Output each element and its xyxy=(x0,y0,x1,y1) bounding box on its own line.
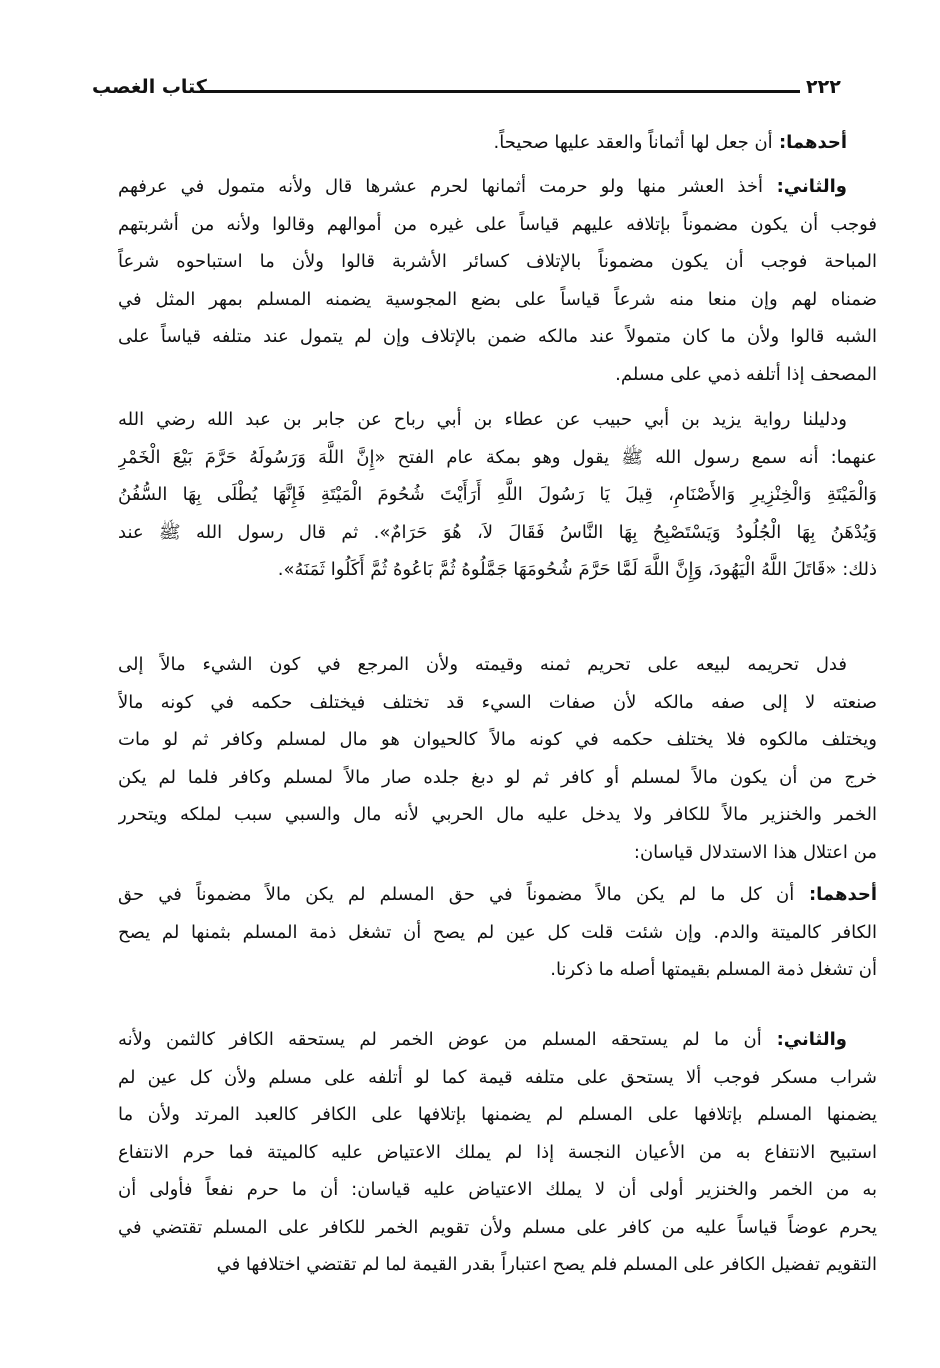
line-text: ضمناه لهم وإن منعا منه شرعاً قياساً على بضع المجوسية يضمنه المسلم بمهر المثل في xyxy=(118,288,877,310)
line-text: أن تشغل ذمة المسلم بقيمتها أصله ما ذكرنا. xyxy=(550,959,877,980)
text-line xyxy=(118,721,877,759)
line-text: أخذ العشر منها ولو حرمت أثمانها لحرم عشرها قال ولأنه متمول في عرفهم xyxy=(118,176,763,197)
header-rule xyxy=(200,90,800,93)
text-line xyxy=(118,646,877,684)
text-line xyxy=(118,1096,877,1134)
text-line xyxy=(118,951,877,989)
paragraph xyxy=(118,1021,877,1284)
text-line xyxy=(118,1059,877,1097)
line-text: ويختلف مالكوه فلا يختلف حكمه في كونه مالاً كالحيوان هو مال لمسلم وكافر ثم لو مات xyxy=(118,729,877,750)
paragraph-lead: والثاني: xyxy=(762,176,847,197)
paragraph xyxy=(118,646,877,871)
paragraph-lead: والثاني: xyxy=(761,1029,847,1050)
text-line xyxy=(118,243,877,281)
text-line xyxy=(118,876,877,914)
text-line xyxy=(118,796,877,834)
line-text: الشبه قالوا ولأن ما كان متمولاً عند مالكه ضمن بالإتلاف وإن لم يتمول عند متلفه قياساً على xyxy=(118,326,877,347)
text-line xyxy=(118,206,877,244)
line-text: الخمر والخنزير مالاً للكافر ولا يدخل عليه مال الحربي لأنه مال والسبي سبب لملكه ويتحرر xyxy=(118,804,877,825)
line-text: التقويم تفضيل الكافر على المسلم فلم يصح اعتباراً بقدر القيمة لما لم تقتضي اختلافها في xyxy=(216,1254,877,1275)
line-text: ذلك: «قَاتَلَ اللَّهُ الْيَهُودَ، وَإِنَّ اللَّهَ لَمَّا حَرَّمَ شُحُومَهَا جَمَّلُوهُ ثُمَّ بَاعُوهُ ثُمَّ أَكَلُوا ثَمَنَهُ». xyxy=(277,559,877,580)
chapter-title: كتاب الغصب xyxy=(92,76,207,98)
text-line xyxy=(118,356,877,394)
line-text: أن جعل لها أثماناً والعقد عليها صحيحاً. xyxy=(493,132,773,153)
text-line xyxy=(118,318,877,356)
line-text: ودليلنا رواية يزيد بن أبي حبيب عن عطاء بن أبي رباح عن جابر بن عبد الله رضي الله xyxy=(118,409,847,430)
text-line xyxy=(118,1021,877,1059)
text-line xyxy=(118,684,877,722)
line-text: فدل تحريمه لبيعه على تحريم ثمنه وقيمته ولأن المرجع في كون الشيء مالاً إلى xyxy=(118,654,847,675)
text-line xyxy=(118,401,877,439)
paragraph-lead: أحدهما: xyxy=(772,132,847,153)
text-line xyxy=(118,551,877,589)
line-text: من اعتلال هذا الاستدلال قياسان: xyxy=(633,841,877,863)
text-line xyxy=(118,914,877,952)
text-line xyxy=(118,1171,877,1209)
line-text: شراب مسكر فوجب ألا يستحق على متلفه قيمة كما لو أتلفه على مسلم ولأن كل عين لم xyxy=(118,1066,877,1088)
line-text: الكافر كالميتة والدم. وإن شئت قلت كل عين لم يصح أن تشغل ذمة المسلم بثمنها لم يصح xyxy=(118,921,877,943)
paragraph xyxy=(118,168,877,393)
text-line xyxy=(118,281,877,319)
line-text: استبيح الانتفاع به من الأعيان النجسة إذا لم يملك الاعتياض عليه كالميتة فما حرم الانتفاع xyxy=(118,1141,877,1163)
line-text: المباحة فوجب أن يكون مضموناً بالإتلاف كسائر الأشربة قالوا ولأن ما استباحوه شرعاً xyxy=(118,251,877,272)
text-line xyxy=(118,124,877,162)
text-line xyxy=(118,476,877,514)
line-text: وَيُدْهَنُ بِهَا الْجُلُودُ وَيَسْتَصْبِحُ بِهَا النَّاسُ فَقَالَ لاَ، هُوَ حَرَامٌ». ثم قال رسول الله ﷺ عند xyxy=(118,521,877,543)
page-number: ٢٢٢ xyxy=(806,76,841,98)
line-text: فوجب أن يكون مضموناً بإتلافه عليهم قياساً على غيره من أموالهم وقالوا ولأنه من أشربتهم xyxy=(118,213,877,235)
line-text: وَالْمَيْتَةِ وَالْخِنْزِيرِ وَالأَصْنَامِ، قِيلَ يَا رَسُولَ اللَّهِ أَرَأَيْتَ شُحُومَ الْمَيْتَةِ فَإِنَّهَا يُطْلَى بِهَا السُّفُنُ xyxy=(118,484,877,505)
paragraph xyxy=(118,401,877,589)
line-text: المصحف إذا أتلفه ذمي على مسلم. xyxy=(615,363,877,385)
line-text: أن كل ما لم يكن مالاً مضموناً في حق المسلم لم يكن مالاً مضموناً في حق xyxy=(118,884,795,905)
line-text: يحرم عوضاً قياساً عليه من كافر على مسلم ولأن تقويم الخمر للكافر على المسلم تقتضي في xyxy=(118,1216,877,1238)
line-text: صنعته لا إلى صفه مالكه لأن صفات السيء قد تختلف فيختلف حكمه في كونه مالاً xyxy=(118,691,877,713)
text-line xyxy=(118,514,877,552)
line-text: خرج من أن يكون مالاً لمسلم أو كافر ثم لو دبغ جلده صار مالاً لمسلم وكافر فلما لم يكن xyxy=(118,766,877,788)
paragraph xyxy=(118,876,877,989)
text-line xyxy=(118,439,877,477)
line-text: به من الخمر والخنزير أولى أن لا يملك الاعتياض عليه قياسان: أن ما حرم نفعاً فأولى أن xyxy=(118,1179,877,1200)
line-text: يضمنها المسلم بإتلافها على المسلم لم يضمنها بإتلافها على الكافر كالعبد المرتد ولأن ما xyxy=(118,1104,877,1125)
line-text: أن ما لم يستحقه المسلم من عوض الخمر لم يستحقه الكافر كالثمن ولأنه xyxy=(118,1029,762,1050)
text-line xyxy=(118,1246,877,1284)
text-line xyxy=(118,168,877,206)
text-line xyxy=(118,759,877,797)
line-text: عنهما: أنه سمع رسول الله ﷺ يقول وهو بمكة عام الفتح «إِنَّ اللَّهَ وَرَسُولَهُ حَرَّمَ بَيْعَ الْخَمْرِ xyxy=(118,446,877,468)
text-line xyxy=(118,1209,877,1247)
paragraph xyxy=(118,124,877,162)
text-line xyxy=(118,834,877,872)
paragraph-lead: أحدهما: xyxy=(794,884,877,905)
text-line xyxy=(118,1134,877,1172)
